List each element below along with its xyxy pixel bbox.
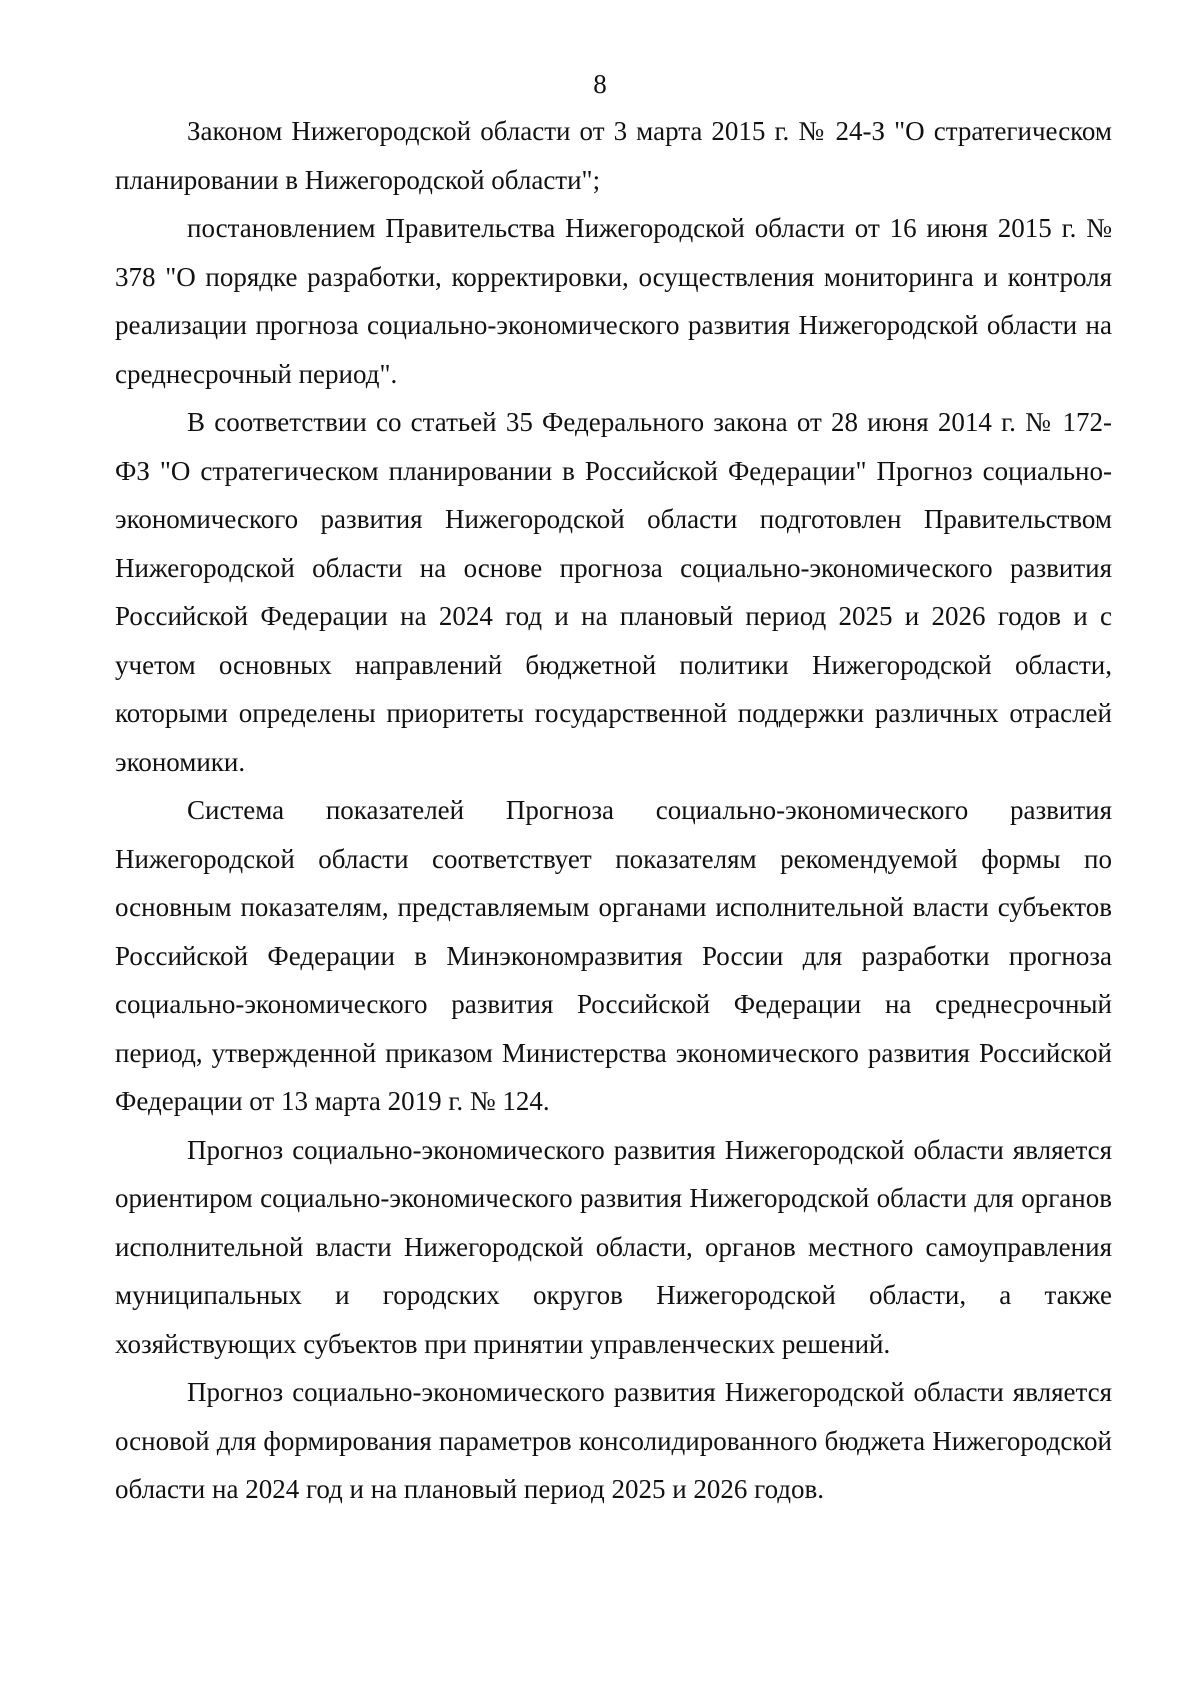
paragraph-budget-basis: Прогноз социально-экономического развития Нижегородской области является основой для формирования параметров консолидированного бюджета Нижегородской области на 2024 год и на плановый период 2025 и 2026 годов. <box>115 1377 1112 1504</box>
paragraph-law-reference: Законом Нижегородской области от 3 марта 2015 г. № 24-З "О стратегическом планировании в Нижегородской области"; <box>115 116 1112 195</box>
paragraph-federal-law-basis: В соответствии со статьей 35 Федерального закона от 28 июня 2014 г. № 172-ФЗ "О стратегическом планировании в Российской Федерации" Прогноз социально-экономического развития Нижегородской области подготовлен Правительством Нижегородской области на основе прогноза социально-экономического развития Российской Федерации на 2024 год и на плановый период 2025 и 2026 годов и с учетом основных направлений бюджетной политики Нижегородской области, которыми определены приоритеты государственной поддержки различных отраслей экономики. <box>115 407 1112 777</box>
paragraph-indicator-system: Система показателей Прогноза социально-экономического развития Нижегородской области соответствует показателям рекомендуемой формы по основным показателям, представляемым органами исполнительной власти субъектов Российской Федерации в Минэкономразвития России для разработки прогноза социально-экономического развития Российской Федерации на среднесрочный период, утвержденной приказом Министерства экономического развития Российской Федерации от 13 марта 2019 г. № 124. <box>115 795 1112 1116</box>
document-body <box>115 107 1112 1514</box>
page-number: 8 <box>593 69 607 99</box>
paragraph-forecast-guideline: Прогноз социально-экономического развития Нижегородской области является ориентиром социально-экономического развития Нижегородской области для органов исполнительной власти Нижегородской области, органов местного самоуправления муниципальных и городских округов Нижегородской области, а также хозяйствующих субъектов при принятии управленческих решений. <box>115 1134 1112 1359</box>
paragraph-government-resolution: постановлением Правительства Нижегородской области от 16 июня 2015 г. № 378 "О порядке разработки, корректировки, осуществления мониторинга и контроля реализации прогноза социально-экономического развития Нижегородской области на среднесрочный период". <box>115 213 1112 389</box>
